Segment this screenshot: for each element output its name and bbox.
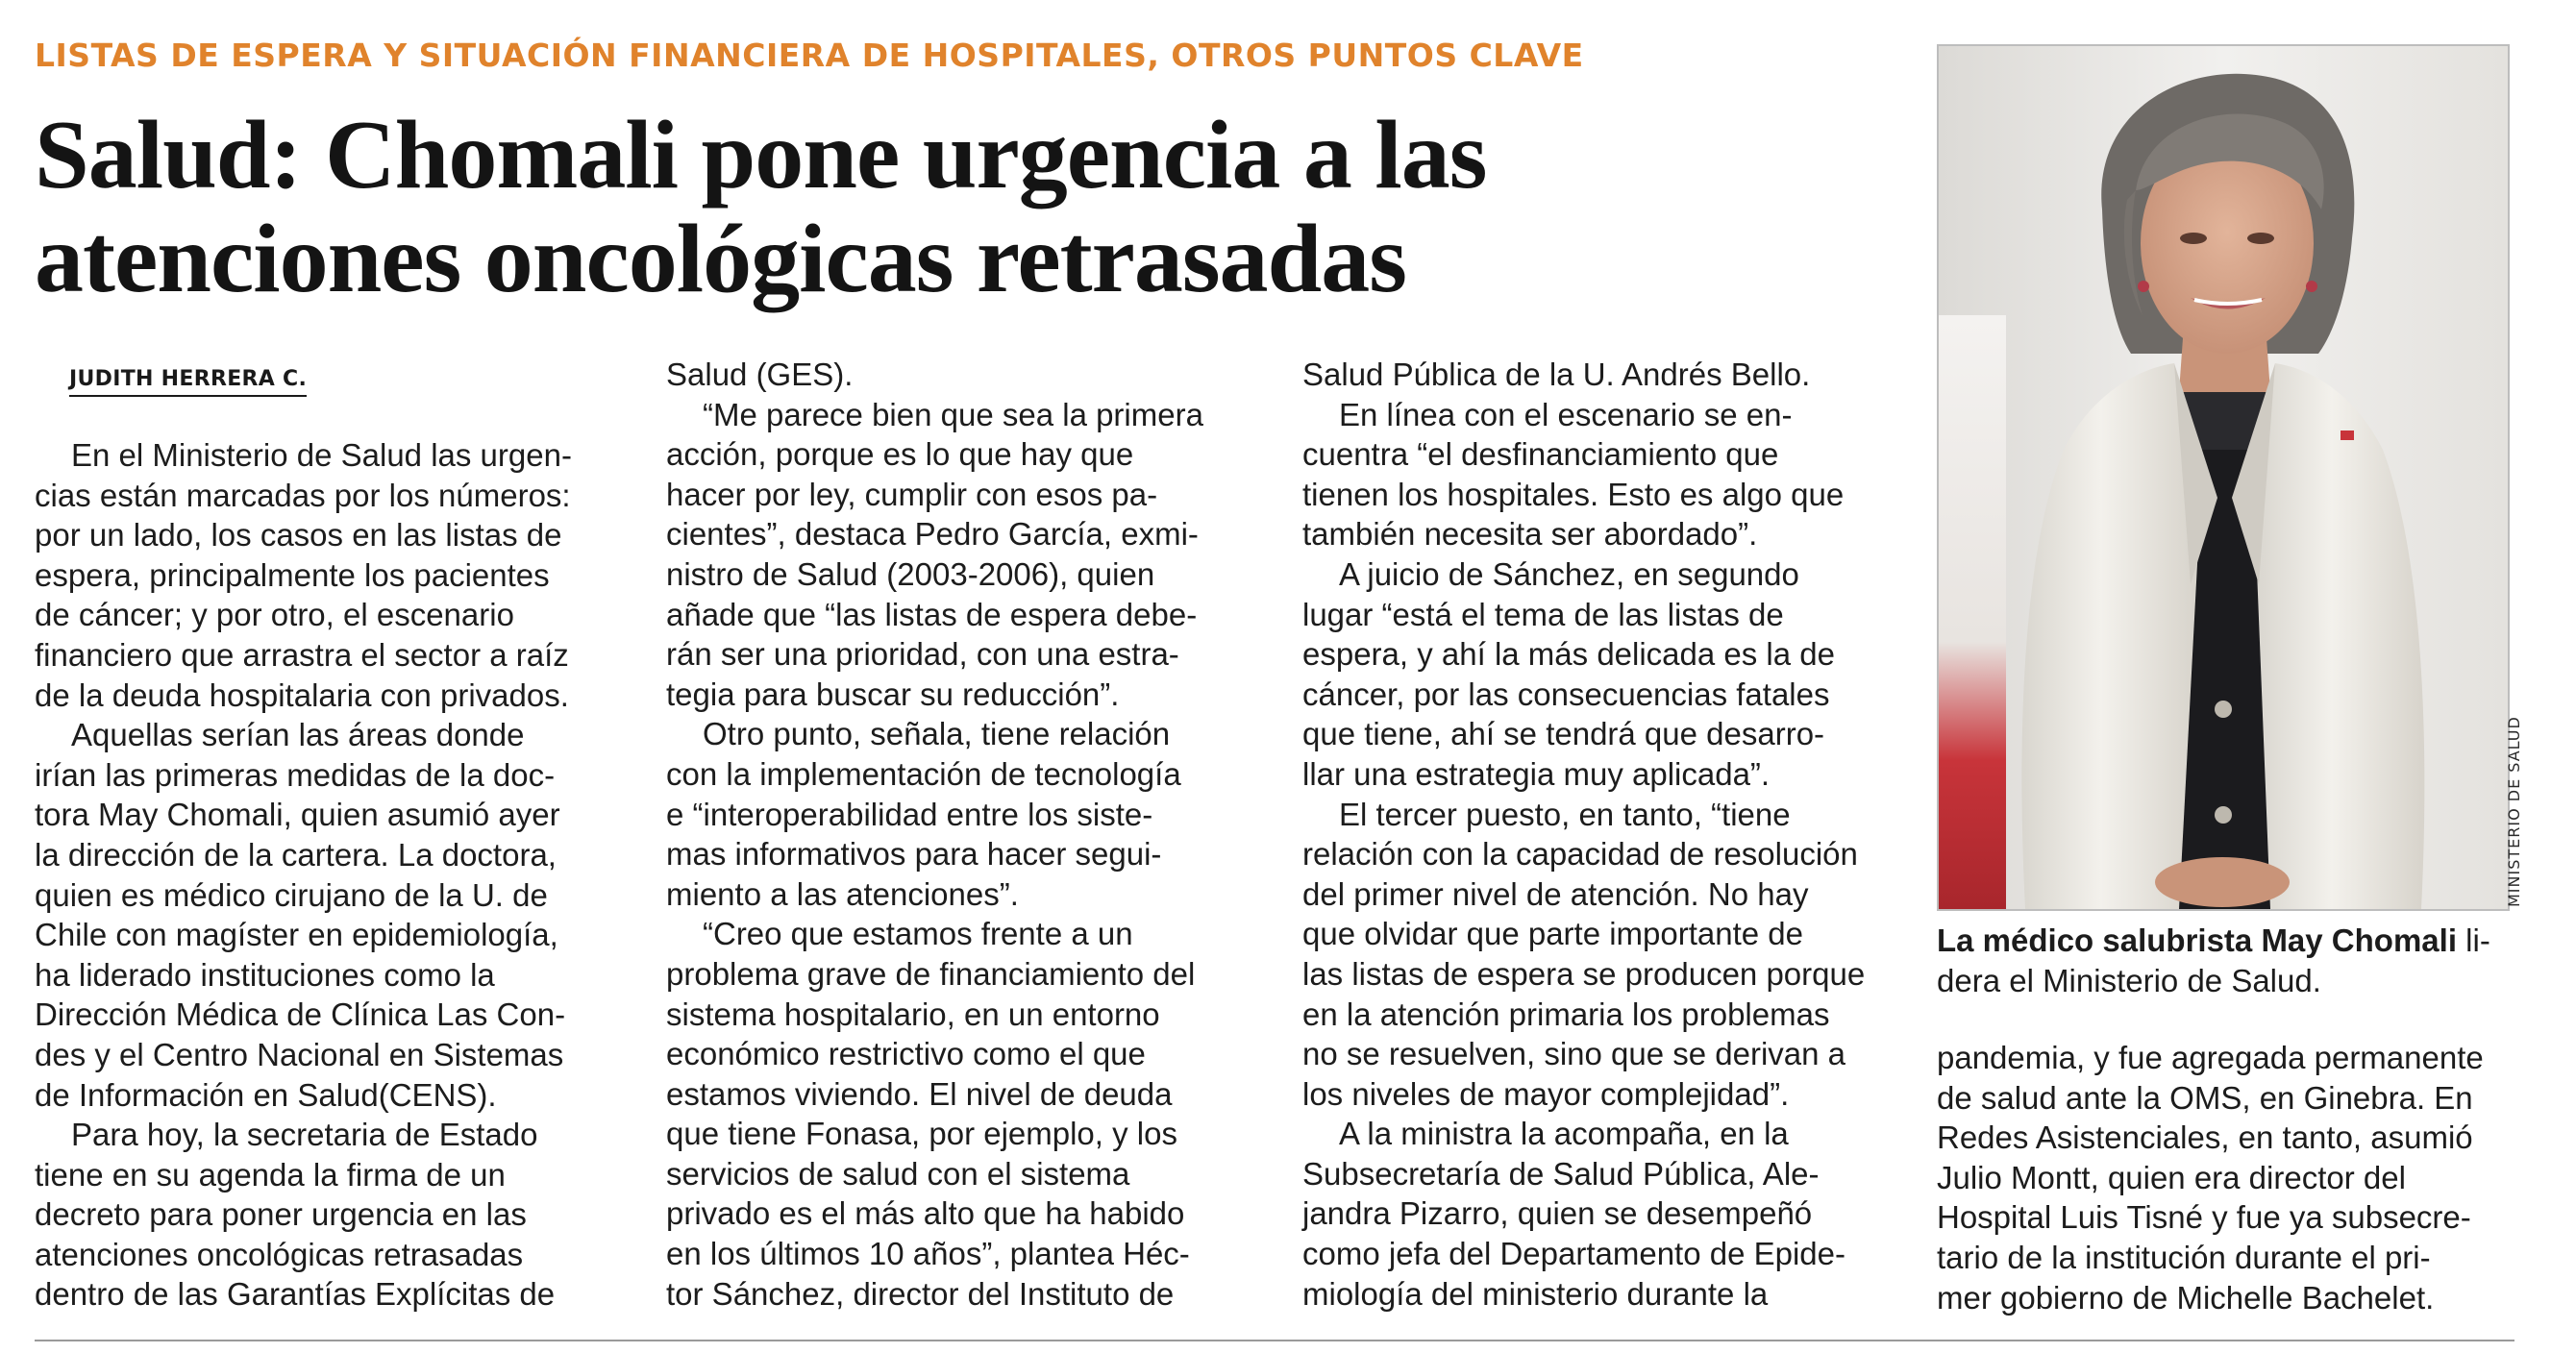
article-line: de Información en Salud(CENS). (35, 1076, 497, 1113)
article-line: rán ser una prioridad, con una estra- (666, 636, 1179, 673)
article-line: cuentra “el desfinanciamiento que (1302, 436, 1779, 473)
article-line: dentro de las Garantías Explícitas de (35, 1276, 556, 1313)
article-line: tor Sánchez, director del Instituto de (666, 1275, 1175, 1312)
article-line: Subsecretaría de Salud Pública, Ale- (1302, 1155, 1820, 1192)
kicker: LISTAS DE ESPERA Y SITUACIÓN FINANCIERA DE HOSPITALES, OTROS PUNTOS CLAVE (35, 37, 1584, 74)
article-line: privado es el más alto que ha habido (666, 1195, 1185, 1232)
bottom-divider (35, 1340, 2514, 1341)
article-line: cientes”, destaca Pedro García, exmi- (666, 516, 1199, 553)
photo-credit: MINISTERIO DE SALUD (2505, 716, 2523, 907)
article-line: Aquellas serían las áreas donde (71, 717, 525, 753)
article-line: de la deuda hospitalaria con privados. (35, 676, 569, 713)
photo-caption (1937, 921, 2533, 1000)
article-line: A juicio de Sánchez, en segundo (1339, 555, 1799, 592)
article-line: servicios de salud con el sistema (666, 1155, 1130, 1192)
article-line: cias están marcadas por los números: (35, 477, 571, 513)
headline-line-1: Salud: Chomali pone urgencia a las (35, 101, 1487, 209)
article-line: irían las primeras medidas de la doc- (35, 756, 556, 793)
article-line: económico restrictivo como el que (666, 1036, 1146, 1072)
article-line: decreto para poner urgencia en las (35, 1196, 527, 1233)
article-line: jandra Pizarro, quien se desempeñó (1302, 1195, 1813, 1232)
article-line: espera, principalmente los pacientes (35, 556, 550, 593)
article-line: en los últimos 10 años”, plantea Héc- (666, 1236, 1190, 1272)
article-line: que tiene, ahí se tendrá que desarro- (1302, 716, 1825, 752)
article-line: relación con la capacidad de resolución (1302, 836, 1858, 873)
article-line: En el Ministerio de Salud las urgen- (71, 437, 572, 473)
portrait-illustration (1939, 46, 2508, 909)
article-line: mas informativos para hacer segui- (666, 836, 1162, 873)
headline (35, 101, 1861, 313)
article-column-4 (1937, 1038, 2523, 1317)
caption-line-1 (1937, 921, 2533, 961)
portrait-photo (1937, 44, 2510, 911)
caption-line-2: dera el Ministerio de Salud. (1937, 962, 2321, 998)
article-line: mer gobierno de Michelle Bachelet. (1937, 1279, 2435, 1316)
article-line: con la implementación de tecnología (666, 755, 1181, 792)
article-line: financiero que arrastra el sector a raíz (35, 636, 569, 673)
article-line: como jefa del Departamento de Epide- (1302, 1236, 1845, 1272)
article-line: los niveles de mayor complejidad”. (1302, 1075, 1790, 1112)
article-line: de cáncer; y por otro, el escenario (35, 597, 514, 633)
article-line: tiene en su agenda la firma de un (35, 1156, 506, 1193)
article-line: no se resuelven, sino que se derivan a (1302, 1036, 1846, 1072)
article-line: hacer por ley, cumplir con esos pa- (666, 476, 1158, 512)
caption-bold: La médico salubrista May Chomali (1937, 922, 2457, 958)
article-line: Redes Asistenciales, en tanto, asumió (1937, 1119, 2473, 1156)
article-line: “Creo que estamos frente a un (703, 916, 1133, 952)
article-line: tario de la institución durante el pri- (1937, 1239, 2431, 1275)
article-line: tora May Chomali, quien asumió ayer (35, 797, 560, 833)
article-line: también necesita ser abordado”. (1302, 516, 1758, 553)
article-line: A la ministra la acompaña, en la (1339, 1116, 1789, 1152)
article-line: e “interoperabilidad entre los siste- (666, 796, 1153, 832)
article-line: que olvidar que parte importante de (1302, 916, 1804, 952)
article-line: Salud (GES). (666, 357, 854, 392)
article-line: problema grave de financiamiento del (666, 955, 1196, 992)
article-line: Hospital Luis Tisné y fue ya subsecre- (1937, 1199, 2471, 1236)
headline-line-2: atenciones oncológicas retrasadas (35, 205, 1406, 313)
article-line: que tiene Fonasa, por ejemplo, y los (666, 1116, 1177, 1152)
article-line: las listas de espera se producen porque (1302, 955, 1866, 992)
article-line: de salud ante la OMS, en Ginebra. En (1937, 1079, 2473, 1116)
article-line: sistema hospitalario, en un entorno (666, 996, 1160, 1032)
article-line: espera, y ahí la más delicada es la de (1302, 636, 1835, 673)
article-line: Para hoy, la secretaria de Estado (71, 1117, 538, 1153)
article-line: Otro punto, señala, tiene relación (703, 716, 1171, 752)
article-line: atenciones oncológicas retrasadas (35, 1236, 524, 1272)
article-line: en la atención primaria los problemas (1302, 996, 1830, 1032)
article-line: tegia para buscar su reducción”. (666, 676, 1120, 712)
article-line: acción, porque es lo que hay que (666, 436, 1134, 473)
article-column-2 (666, 355, 1252, 1314)
article-line: del primer nivel de atención. No hay (1302, 875, 1809, 912)
article-line: por un lado, los casos en las listas de (35, 517, 562, 554)
article-line: lugar “está el tema de las listas de (1302, 596, 1784, 632)
article-line: nistro de Salud (2003-2006), quien (666, 555, 1155, 592)
article-line: des y el Centro Nacional en Sistemas (35, 1036, 564, 1072)
article-line: miento a las atenciones”. (666, 875, 1019, 912)
article-line: Chile con magíster en epidemiología, (35, 917, 558, 953)
article-line: tienen los hospitales. Esto es algo que (1302, 476, 1845, 512)
article-line: pandemia, y fue agregada permanente (1937, 1040, 2484, 1075)
article-line: Dirección Médica de Clínica Las Con- (35, 996, 566, 1033)
byline: JUDITH HERRERA C. (69, 367, 307, 397)
article-line: ha liderado instituciones como la (35, 956, 495, 993)
article-line: Salud Pública de la U. Andrés Bello. (1302, 357, 1811, 392)
article-line: quien es médico cirujano de la U. de (35, 876, 548, 913)
article-line: Julio Montt, quien era director del (1937, 1159, 2406, 1195)
article-line: cáncer, por las consecuencias fatales (1302, 676, 1830, 712)
article-column-3 (1302, 355, 1889, 1314)
article-line: El tercer puesto, en tanto, “tiene (1339, 796, 1791, 832)
article-line: En línea con el escenario se en- (1339, 396, 1793, 432)
article-line: llar una estrategia muy aplicada”. (1302, 755, 1771, 792)
article-line: la dirección de la cartera. La doctora, (35, 836, 557, 873)
article-line: añade que “las listas de espera debe- (666, 596, 1198, 632)
article-line: miología del ministerio durante la (1302, 1275, 1769, 1312)
article-line: estamos viviendo. El nivel de deuda (666, 1075, 1173, 1112)
caption-rest: li- (2457, 922, 2490, 958)
article-column-1 (35, 435, 611, 1315)
article-line: “Me parece bien que sea la primera (703, 396, 1203, 432)
